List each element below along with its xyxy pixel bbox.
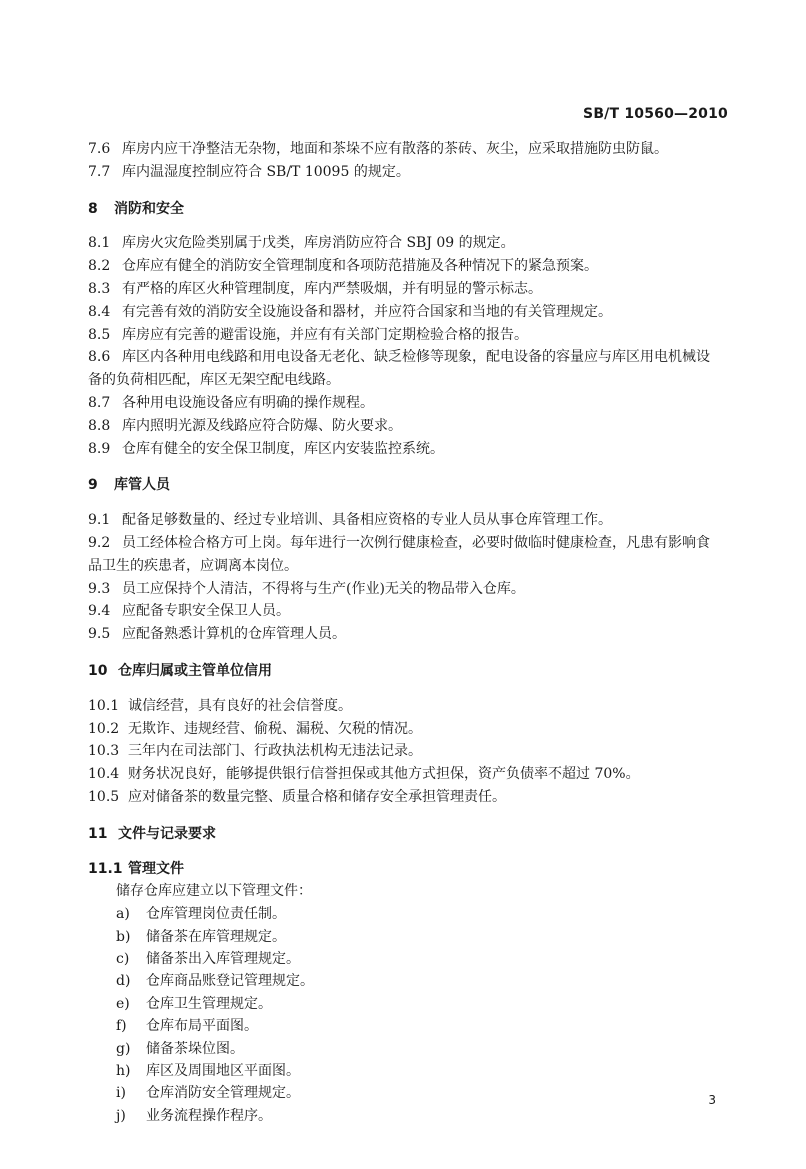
- clause-10-2: [88, 718, 728, 741]
- list-label: j): [116, 1107, 126, 1124]
- clause-text: 应配备熟悉计算机的仓库管理人员。: [122, 626, 346, 643]
- clause-number: 9.4: [88, 603, 111, 620]
- clause-9-2-continued: 品卫生的疾患者，应调离本岗位。: [88, 557, 298, 574]
- clause-text: 员工应保持个人清洁，不得将与生产(作业)无关的物品带入仓库。: [122, 580, 525, 597]
- section-number: 9: [88, 477, 98, 494]
- section-number: 11: [88, 825, 108, 842]
- list-text: 仓库商品账登记管理规定。: [146, 973, 314, 990]
- subsection-title: 管理文件: [128, 860, 184, 877]
- section-11-heading: [88, 823, 728, 846]
- section-title: 库管人员: [114, 477, 170, 494]
- clause-number: 8.7: [88, 394, 111, 411]
- clause-text: 无欺诈、违规经营、偷税、漏税、欠税的情况。: [128, 720, 422, 737]
- clause-text: 仓库有健全的安全保卫制度，库区内安装监控系统。: [122, 440, 444, 457]
- list-text: 仓库布局平面图。: [146, 1018, 258, 1035]
- list-text: 业务流程操作程序。: [146, 1107, 272, 1124]
- clause-number: 9.2: [88, 534, 111, 551]
- clause-8-1: [88, 232, 728, 255]
- clause-text: 财务状况良好，能够提供银行信誉担保或其他方式担保，资产负债率不超过 70%。: [128, 766, 640, 783]
- clause-7-7: [88, 161, 728, 184]
- clause-number: 8.9: [88, 440, 111, 457]
- clause-text: 应配备专职安全保卫人员。: [122, 603, 290, 620]
- list-intro: 储存仓库应建立以下管理文件：: [116, 883, 312, 900]
- standard-code: SB/T 10560—2010: [583, 106, 728, 122]
- clause-number: 10.3: [88, 743, 120, 760]
- list-label: d): [116, 973, 131, 990]
- clause-10-3: [88, 740, 728, 763]
- section-number: 10: [88, 662, 108, 679]
- clause-number: 7.6: [88, 141, 111, 157]
- list-text: 储备茶在库管理规定。: [146, 928, 286, 945]
- section-8-heading: [88, 198, 728, 221]
- clause-number: 9.3: [88, 580, 111, 597]
- clause-number: 10.2: [88, 720, 120, 737]
- clause-text: 库区内各种用电线路和用电设备无老化、缺乏检修等现象，配电设备的容量应与库区用电机械设: [122, 349, 710, 366]
- list-item: [88, 1082, 728, 1104]
- section-title: 消防和安全: [114, 200, 184, 217]
- clause-8-9: [88, 438, 728, 461]
- clause-9-5: [88, 623, 728, 646]
- clause-text: 库房应有完善的避雷设施，并应有有关部门定期检验合格的报告。: [122, 326, 528, 343]
- clause-8-4: [88, 301, 728, 324]
- clause-text: 有完善有效的消防安全设施设备和器材，并应符合国家和当地的有关管理规定。: [122, 303, 612, 320]
- clause-text: 有严格的库区火种管理制度，库内严禁吸烟，并有明显的警示标志。: [122, 280, 542, 297]
- list-text: 储备茶垛位图。: [146, 1040, 244, 1057]
- clause-8-6-continued: 备的负荷相匹配，库区无架空配电线路。: [88, 372, 340, 389]
- clause-text: 诚信经营，具有良好的社会信誉度。: [128, 697, 352, 714]
- clause-number: 8.2: [88, 258, 111, 275]
- clause-text: 配备足够数量的、经过专业培训、具备相应资格的专业人员从事仓库管理工作。: [122, 512, 612, 529]
- list-item: [88, 926, 728, 948]
- clause-number: 8.4: [88, 303, 111, 320]
- list-label: g): [116, 1040, 131, 1057]
- clause-text: 库房火灾危险类别属于戊类，库房消防应符合 SBJ 09 的规定。: [122, 235, 515, 252]
- list-item: [88, 993, 728, 1015]
- list-label: i): [116, 1085, 126, 1102]
- list-label: h): [116, 1062, 131, 1079]
- clause-8-7: [88, 392, 728, 415]
- clause-7-6: [88, 138, 728, 161]
- section-10-heading: [88, 660, 728, 683]
- clause-10-4: [88, 763, 728, 786]
- clause-number: 8.8: [88, 417, 111, 434]
- list-label: a): [116, 906, 130, 923]
- clause-number: 9.1: [88, 512, 111, 529]
- subsection-number: 11.1: [88, 860, 123, 877]
- clause-8-3: [88, 278, 728, 301]
- list-text: 仓库管理岗位责任制。: [146, 906, 286, 923]
- clause-9-3: [88, 578, 728, 601]
- clause-text: 库内温湿度控制应符合 SB/T 10095 的规定。: [122, 163, 410, 180]
- clause-text: 库内照明光源及线路应符合防爆、防火要求。: [122, 417, 402, 434]
- clause-number: 8.1: [88, 235, 111, 252]
- list-text: 仓库消防安全管理规定。: [146, 1085, 300, 1102]
- list-item: [88, 1038, 728, 1060]
- clause-8-6: [88, 346, 728, 369]
- list-label: c): [116, 950, 130, 967]
- section-title: 文件与记录要求: [118, 825, 216, 842]
- list-text: 仓库卫生管理规定。: [146, 995, 272, 1012]
- clause-number: 8.5: [88, 326, 111, 343]
- clause-10-1: [88, 695, 728, 718]
- document-body: [88, 138, 728, 1127]
- clause-number: 9.5: [88, 626, 111, 643]
- clause-text: 应对储备茶的数量完整、质量合格和储存安全承担管理责任。: [128, 788, 506, 805]
- clause-8-8: [88, 415, 728, 438]
- list-item: [88, 1105, 728, 1127]
- list-item: [88, 948, 728, 970]
- section-number: 8: [88, 200, 98, 217]
- clause-number: 10.4: [88, 766, 120, 783]
- clause-text: 库房内应干净整洁无杂物，地面和茶垛不应有散落的茶砖、灰尘，应采取措施防虫防鼠。: [122, 141, 668, 157]
- clause-8-5: [88, 324, 728, 347]
- page-number: 3: [708, 1093, 716, 1107]
- clause-number: 8.6: [88, 349, 111, 366]
- clause-text: 各种用电设施设备应有明确的操作规程。: [122, 394, 374, 411]
- section-9-heading: [88, 474, 728, 497]
- list-text: 库区及周围地区平面图。: [146, 1062, 300, 1079]
- list-item: [88, 1060, 728, 1082]
- clause-number: 10.1: [88, 697, 120, 714]
- list-text: 储备茶出入库管理规定。: [146, 950, 300, 967]
- clause-9-1: [88, 509, 728, 532]
- section-title: 仓库归属或主管单位信用: [118, 662, 272, 679]
- clause-text: 员工经体检合格方可上岗。每年进行一次例行健康检查，必要时做临时健康检查，凡患有影响食: [122, 534, 710, 551]
- list-item: [88, 903, 728, 925]
- list-item: [88, 1015, 728, 1037]
- subsection-11-1-heading: [88, 858, 728, 881]
- clause-text: 仓库应有健全的消防安全管理制度和各项防范措施及各种情况下的紧急预案。: [122, 258, 598, 275]
- clause-8-2: [88, 255, 728, 278]
- clause-number: 10.5: [88, 788, 120, 805]
- clause-9-4: [88, 600, 728, 623]
- list-label: e): [116, 995, 130, 1012]
- clause-number: 8.3: [88, 280, 111, 297]
- clause-number: 7.7: [88, 163, 111, 180]
- clause-text: 三年内在司法部门、行政执法机构无违法记录。: [128, 743, 422, 760]
- list-label: f): [116, 1018, 127, 1035]
- clause-9-2: [88, 532, 728, 555]
- clause-10-5: [88, 786, 728, 809]
- list-item: [88, 970, 728, 992]
- list-label: b): [116, 928, 131, 945]
